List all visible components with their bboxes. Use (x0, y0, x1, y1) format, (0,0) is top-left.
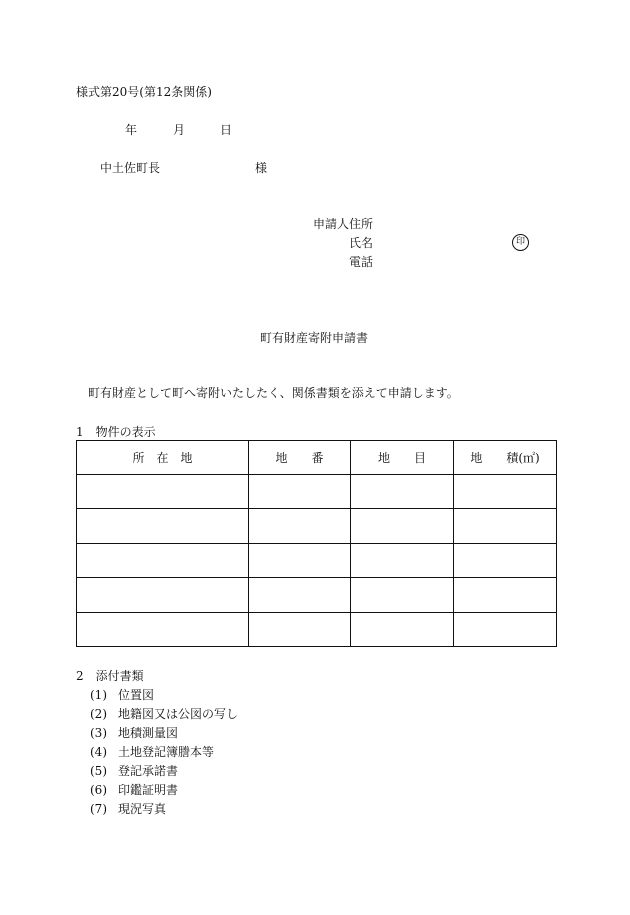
list-item-text: 現況写真 (118, 802, 167, 816)
list-item-text: 地積測量図 (118, 726, 179, 740)
list-item-number: (6) (90, 783, 107, 797)
table-cell[interactable] (77, 578, 249, 612)
document-title: 町有財産寄附申請書 (260, 331, 369, 345)
list-item (90, 782, 178, 798)
seal-icon: 印 (512, 234, 529, 251)
applicant-name-label: 氏名 (349, 236, 374, 250)
table-cell[interactable] (351, 543, 454, 577)
column-header-area: 地 積(㎡) (454, 441, 557, 475)
table-cell[interactable] (249, 475, 351, 509)
applicant-phone-label: 電話 (349, 255, 374, 269)
body-text: 町有財産として町へ寄附いたしたく、関係書類を添えて申請します。 (88, 386, 459, 400)
section2-heading: 2 添付書類 (76, 669, 144, 683)
list-item-text: 地籍図又は公図の写し (118, 707, 239, 721)
table-cell[interactable] (454, 578, 557, 612)
list-item (90, 801, 166, 817)
list-item (90, 706, 238, 722)
form-number: 様式第20号(第12条関係) (76, 85, 212, 99)
list-item-number: (4) (90, 745, 107, 759)
list-item-text: 登記承諾書 (118, 764, 179, 778)
table-header-row (77, 441, 557, 475)
table-cell[interactable] (454, 475, 557, 509)
property-table (76, 440, 557, 647)
section1-heading: 1 物件の表示 (76, 425, 156, 439)
date-day-label: 日 (220, 123, 233, 137)
table-cell[interactable] (77, 475, 249, 509)
table-cell[interactable] (351, 475, 454, 509)
table-cell[interactable] (77, 612, 249, 646)
addressee-honorific: 様 (255, 161, 268, 175)
table-cell[interactable] (77, 509, 249, 543)
table-row (77, 475, 557, 509)
table-row (77, 509, 557, 543)
applicant-address-label: 申請人住所 (313, 217, 374, 231)
table-cell[interactable] (351, 612, 454, 646)
column-header-land-category: 地 目 (351, 441, 454, 475)
date-month-label: 月 (173, 123, 186, 137)
table-row (77, 612, 557, 646)
list-item-number: (5) (90, 764, 107, 778)
list-item (90, 687, 154, 703)
table-cell[interactable] (454, 509, 557, 543)
table-cell[interactable] (454, 612, 557, 646)
table-cell[interactable] (454, 543, 557, 577)
column-header-location: 所 在 地 (77, 441, 249, 475)
list-item-number: (2) (90, 707, 107, 721)
list-item (90, 744, 214, 760)
list-item-number: (3) (90, 726, 107, 740)
list-item-text: 土地登記簿謄本等 (118, 745, 215, 759)
table-cell[interactable] (249, 578, 351, 612)
addressee-name: 中土佐町長 (100, 161, 161, 175)
column-header-lot-number: 地 番 (249, 441, 351, 475)
table-cell[interactable] (351, 509, 454, 543)
table-row (77, 543, 557, 577)
table-cell[interactable] (351, 578, 454, 612)
table-cell[interactable] (77, 543, 249, 577)
table-cell[interactable] (249, 509, 351, 543)
list-item-text: 位置図 (118, 688, 155, 702)
list-item (90, 725, 178, 741)
table-cell[interactable] (249, 543, 351, 577)
date-year-label: 年 (125, 123, 138, 137)
list-item (90, 763, 178, 779)
list-item-number: (1) (90, 688, 107, 702)
list-item-number: (7) (90, 802, 107, 816)
table-cell[interactable] (249, 612, 351, 646)
table-row (77, 578, 557, 612)
list-item-text: 印鑑証明書 (118, 783, 179, 797)
